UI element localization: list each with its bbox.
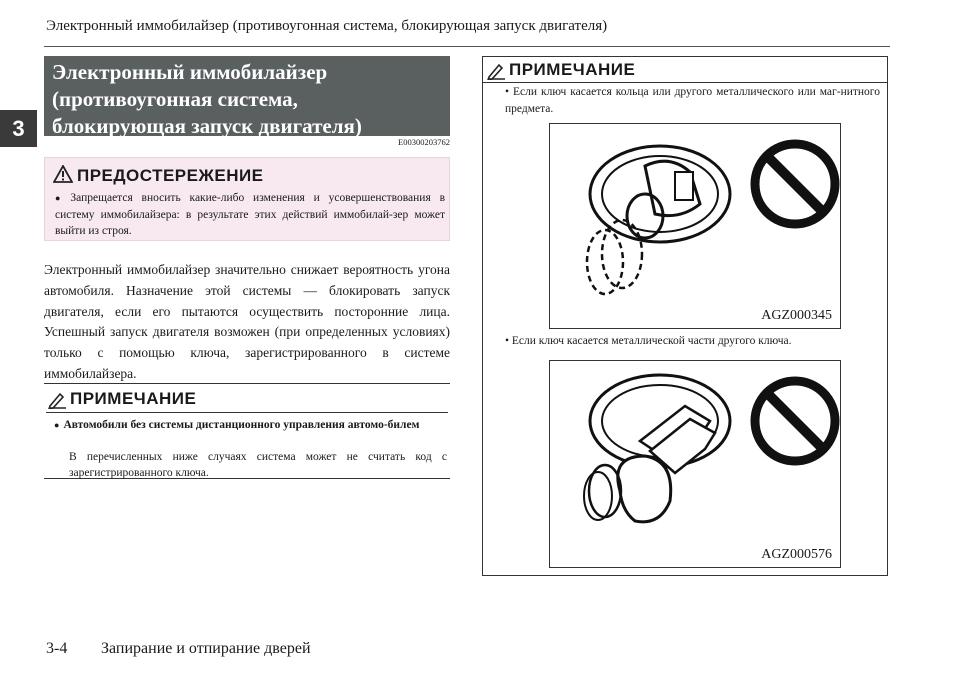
pencil-note-icon — [487, 62, 507, 80]
header-rule — [44, 46, 890, 47]
figure-two-keys — [549, 360, 841, 568]
footer-page-number: 3-4 — [46, 640, 68, 657]
note-box-1 — [44, 383, 450, 479]
warning-title: ПРЕДОСТЕРЕЖЕНИЕ — [77, 166, 264, 185]
note-rule-1 — [46, 412, 448, 413]
warning-box — [44, 157, 450, 241]
bullet-icon: ● — [54, 420, 60, 430]
note-item-2: • Если ключ касается металлической части другого ключа. — [505, 335, 792, 347]
key-with-ring-illustration — [550, 124, 840, 328]
note-rule-2 — [483, 82, 887, 83]
note-item-1: • Если ключ касается кольца или другого металлического или маг-нитного предмета. — [505, 86, 880, 115]
note-box-2 — [482, 56, 888, 576]
section-title-line-3: блокирующая запуск двигателя) — [52, 114, 362, 138]
footer-chapter-title: Запирание и отпирание дверей — [101, 640, 311, 657]
note-bold-item-text: Автомобили без системы дистанционного управления автомо-билем — [63, 419, 420, 431]
note-text-1: В перечисленных ниже случаях система может не считать код с зарегистрированного ключа. — [69, 451, 447, 479]
body-paragraph: Электронный иммобилайзер значительно снижает вероятность угона автомобиля. Назначение этой системы — блокировать запуск двигателя, если его пытаются осуществить посторонние лица. Успешный запуск двигателя возможен (при определенных условиях) только с помощью ключа, зарегистрированного в системе иммобилайзера. — [44, 262, 450, 381]
figure-label-2: AGZ000576 — [761, 547, 832, 562]
section-title-line-2: (противоугонная система, — [52, 87, 298, 111]
section-title-box — [44, 56, 450, 136]
two-keys-illustration — [550, 361, 840, 567]
figure-key-ring — [549, 123, 841, 329]
warning-text-content: Запрещается вносить какие-либо изменения и усовершенствования в систему иммобилайзера: в результате этих действий иммобилай-зер может выйти из строя. — [55, 192, 446, 237]
section-title-line-1: Электронный иммобилайзер — [52, 60, 328, 84]
header-title: Электронный иммобилайзер (противоугонная система, блокирующая запуск двигателя) — [46, 18, 608, 34]
pencil-note-icon — [48, 391, 68, 409]
warning-triangle-icon — [53, 165, 73, 183]
warning-text — [55, 190, 445, 240]
bullet-icon: ● — [55, 193, 67, 203]
note-title-1: ПРИМЕЧАНИЕ — [70, 389, 197, 408]
chapter-tab: 3 — [0, 110, 37, 147]
figure-label-1: AGZ000345 — [761, 308, 832, 323]
note-bold-item — [54, 417, 446, 433]
section-code: E00300203762 — [398, 137, 450, 147]
note-title-2: ПРИМЕЧАНИЕ — [509, 60, 636, 79]
